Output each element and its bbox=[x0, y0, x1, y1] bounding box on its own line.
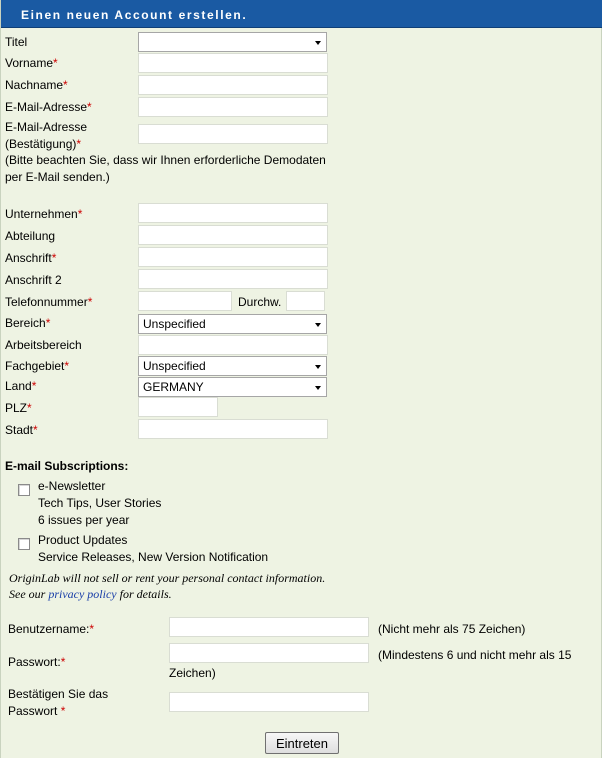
arbeitsbereich-label bbox=[5, 338, 82, 352]
vorname-input[interactable] bbox=[138, 53, 328, 73]
password-label-text: Passwort: bbox=[8, 655, 61, 669]
email-confirm-label-line2: (Bestätigung) bbox=[5, 137, 77, 151]
password-confirm-label-text: Passwort bbox=[8, 704, 58, 718]
nachname-label-text: Nachname bbox=[5, 78, 64, 92]
telefon-label-text: Telefonnummer bbox=[5, 295, 88, 309]
land-select[interactable] bbox=[138, 377, 327, 397]
username-hint: (Nicht mehr als 75 Zeichen) bbox=[378, 622, 526, 636]
username-input[interactable] bbox=[169, 617, 369, 637]
email-label bbox=[5, 100, 92, 114]
bereich-label-text: Bereich bbox=[5, 316, 46, 330]
email-confirm-label bbox=[5, 120, 87, 134]
required-mark: * bbox=[33, 423, 38, 437]
email-confirm-input[interactable] bbox=[138, 124, 328, 144]
form-header: Einen neuen Account erstellen. bbox=[1, 0, 602, 28]
titel-select[interactable] bbox=[138, 32, 327, 52]
abteilung-input[interactable] bbox=[138, 225, 328, 245]
telefon-input[interactable] bbox=[138, 291, 232, 311]
fachgebiet-label-text: Fachgebiet bbox=[5, 359, 65, 373]
extension-label: Durchw. bbox=[232, 291, 286, 312]
bereich-select-value: Unspecified bbox=[143, 317, 206, 331]
required-mark: * bbox=[27, 401, 32, 415]
password-hint-line1: (Mindestens 6 und nicht mehr als 15 bbox=[378, 648, 572, 662]
nachname-label bbox=[5, 78, 68, 92]
vorname-label bbox=[5, 56, 58, 70]
privacy-policy-link[interactable]: privacy policy bbox=[48, 587, 117, 601]
password-confirm-label-2 bbox=[8, 703, 65, 719]
privacy-prefix: See our bbox=[9, 587, 46, 601]
password-confirm-input[interactable] bbox=[169, 692, 369, 712]
newsletter-name: e-Newsletter bbox=[38, 479, 106, 493]
stadt-label bbox=[5, 423, 38, 437]
product-updates-desc: Service Releases, New Version Notification bbox=[38, 550, 269, 564]
land-select-value: GERMANY bbox=[143, 380, 204, 394]
chevron-down-icon bbox=[315, 41, 321, 45]
privacy-note bbox=[9, 570, 325, 602]
privacy-line2 bbox=[9, 586, 325, 602]
anschrift2-label bbox=[5, 273, 62, 287]
unternehmen-input[interactable] bbox=[138, 203, 328, 223]
vorname-label-text: Vorname bbox=[5, 56, 54, 70]
subscriptions-title: E-mail Subscriptions: bbox=[5, 459, 129, 473]
product-updates-name: Product Updates bbox=[38, 533, 128, 547]
required-mark: * bbox=[76, 137, 82, 151]
land-label-text: Land bbox=[5, 379, 32, 393]
unternehmen-label-text: Unternehmen bbox=[5, 207, 78, 221]
privacy-line1: OriginLab will not sell or rent your personal contact information. bbox=[9, 571, 326, 585]
nachname-input[interactable] bbox=[138, 75, 328, 95]
anschrift-label-text: Anschrift bbox=[5, 251, 52, 265]
required-mark: * bbox=[64, 359, 70, 373]
unternehmen-label bbox=[5, 207, 82, 221]
email-label-text: E-Mail-Adresse bbox=[5, 100, 88, 114]
stadt-label-text: Stadt bbox=[5, 423, 34, 437]
demo-note-line1: (Bitte beachten Sie, dass wir Ihnen erforderliche Demodaten bbox=[5, 153, 326, 167]
password-input[interactable] bbox=[169, 643, 369, 663]
password-hint-line2: Zeichen) bbox=[169, 666, 216, 680]
anschrift2-input[interactable] bbox=[138, 269, 328, 289]
abteilung-label-text: Abteilung bbox=[5, 229, 56, 243]
plz-input[interactable] bbox=[138, 397, 218, 417]
extension-input[interactable] bbox=[286, 291, 325, 311]
username-label-text: Benutzername: bbox=[8, 622, 90, 636]
demo-note-line2: per E-Mail senden.) bbox=[5, 170, 110, 184]
product-updates-checkbox[interactable] bbox=[18, 538, 30, 550]
titel-label bbox=[5, 35, 27, 49]
username-label bbox=[8, 621, 94, 637]
email-confirm-label-line1: E-Mail-Adresse bbox=[5, 120, 88, 134]
plz-label-text: PLZ bbox=[5, 401, 28, 415]
email-input[interactable] bbox=[138, 97, 328, 117]
anschrift-input[interactable] bbox=[138, 247, 328, 267]
fachgebiet-select[interactable] bbox=[138, 356, 327, 376]
required-mark: * bbox=[87, 100, 92, 114]
bereich-label bbox=[5, 316, 50, 330]
required-mark: * bbox=[51, 251, 57, 265]
newsletter-checkbox[interactable] bbox=[18, 484, 30, 496]
chevron-down-icon bbox=[315, 365, 321, 369]
telefon-label bbox=[5, 295, 92, 309]
required-mark: * bbox=[87, 295, 93, 309]
required-mark: * bbox=[77, 207, 83, 221]
bereich-select[interactable] bbox=[138, 314, 327, 334]
password-label bbox=[8, 654, 65, 670]
fachgebiet-select-value: Unspecified bbox=[143, 359, 206, 373]
submit-button[interactable]: Eintreten bbox=[265, 732, 339, 754]
required-mark: * bbox=[45, 316, 51, 330]
stadt-input[interactable] bbox=[138, 419, 328, 439]
privacy-suffix: for details. bbox=[119, 587, 172, 601]
required-mark: * bbox=[60, 655, 66, 669]
fachgebiet-label bbox=[5, 359, 69, 373]
arbeitsbereich-input[interactable] bbox=[138, 335, 328, 355]
required-mark: * bbox=[31, 379, 37, 393]
anschrift2-label-text: Anschrift 2 bbox=[5, 273, 62, 287]
chevron-down-icon bbox=[315, 323, 321, 327]
password-confirm-label-1: Bestätigen Sie das bbox=[8, 687, 109, 701]
required-mark: * bbox=[53, 56, 58, 70]
land-label bbox=[5, 379, 36, 393]
abteilung-label bbox=[5, 229, 55, 243]
required-mark: * bbox=[89, 622, 95, 636]
required-mark: * bbox=[63, 78, 68, 92]
titel-label-text: Titel bbox=[5, 35, 28, 49]
arbeitsbereich-label-text: Arbeitsbereich bbox=[5, 338, 82, 352]
email-confirm-label-2 bbox=[5, 137, 81, 151]
required-mark: * bbox=[60, 704, 66, 718]
newsletter-desc: Tech Tips, User Stories bbox=[38, 496, 162, 510]
anschrift-label bbox=[5, 251, 56, 265]
newsletter-frequency: 6 issues per year bbox=[38, 513, 130, 527]
plz-label bbox=[5, 401, 32, 415]
chevron-down-icon bbox=[315, 386, 321, 390]
